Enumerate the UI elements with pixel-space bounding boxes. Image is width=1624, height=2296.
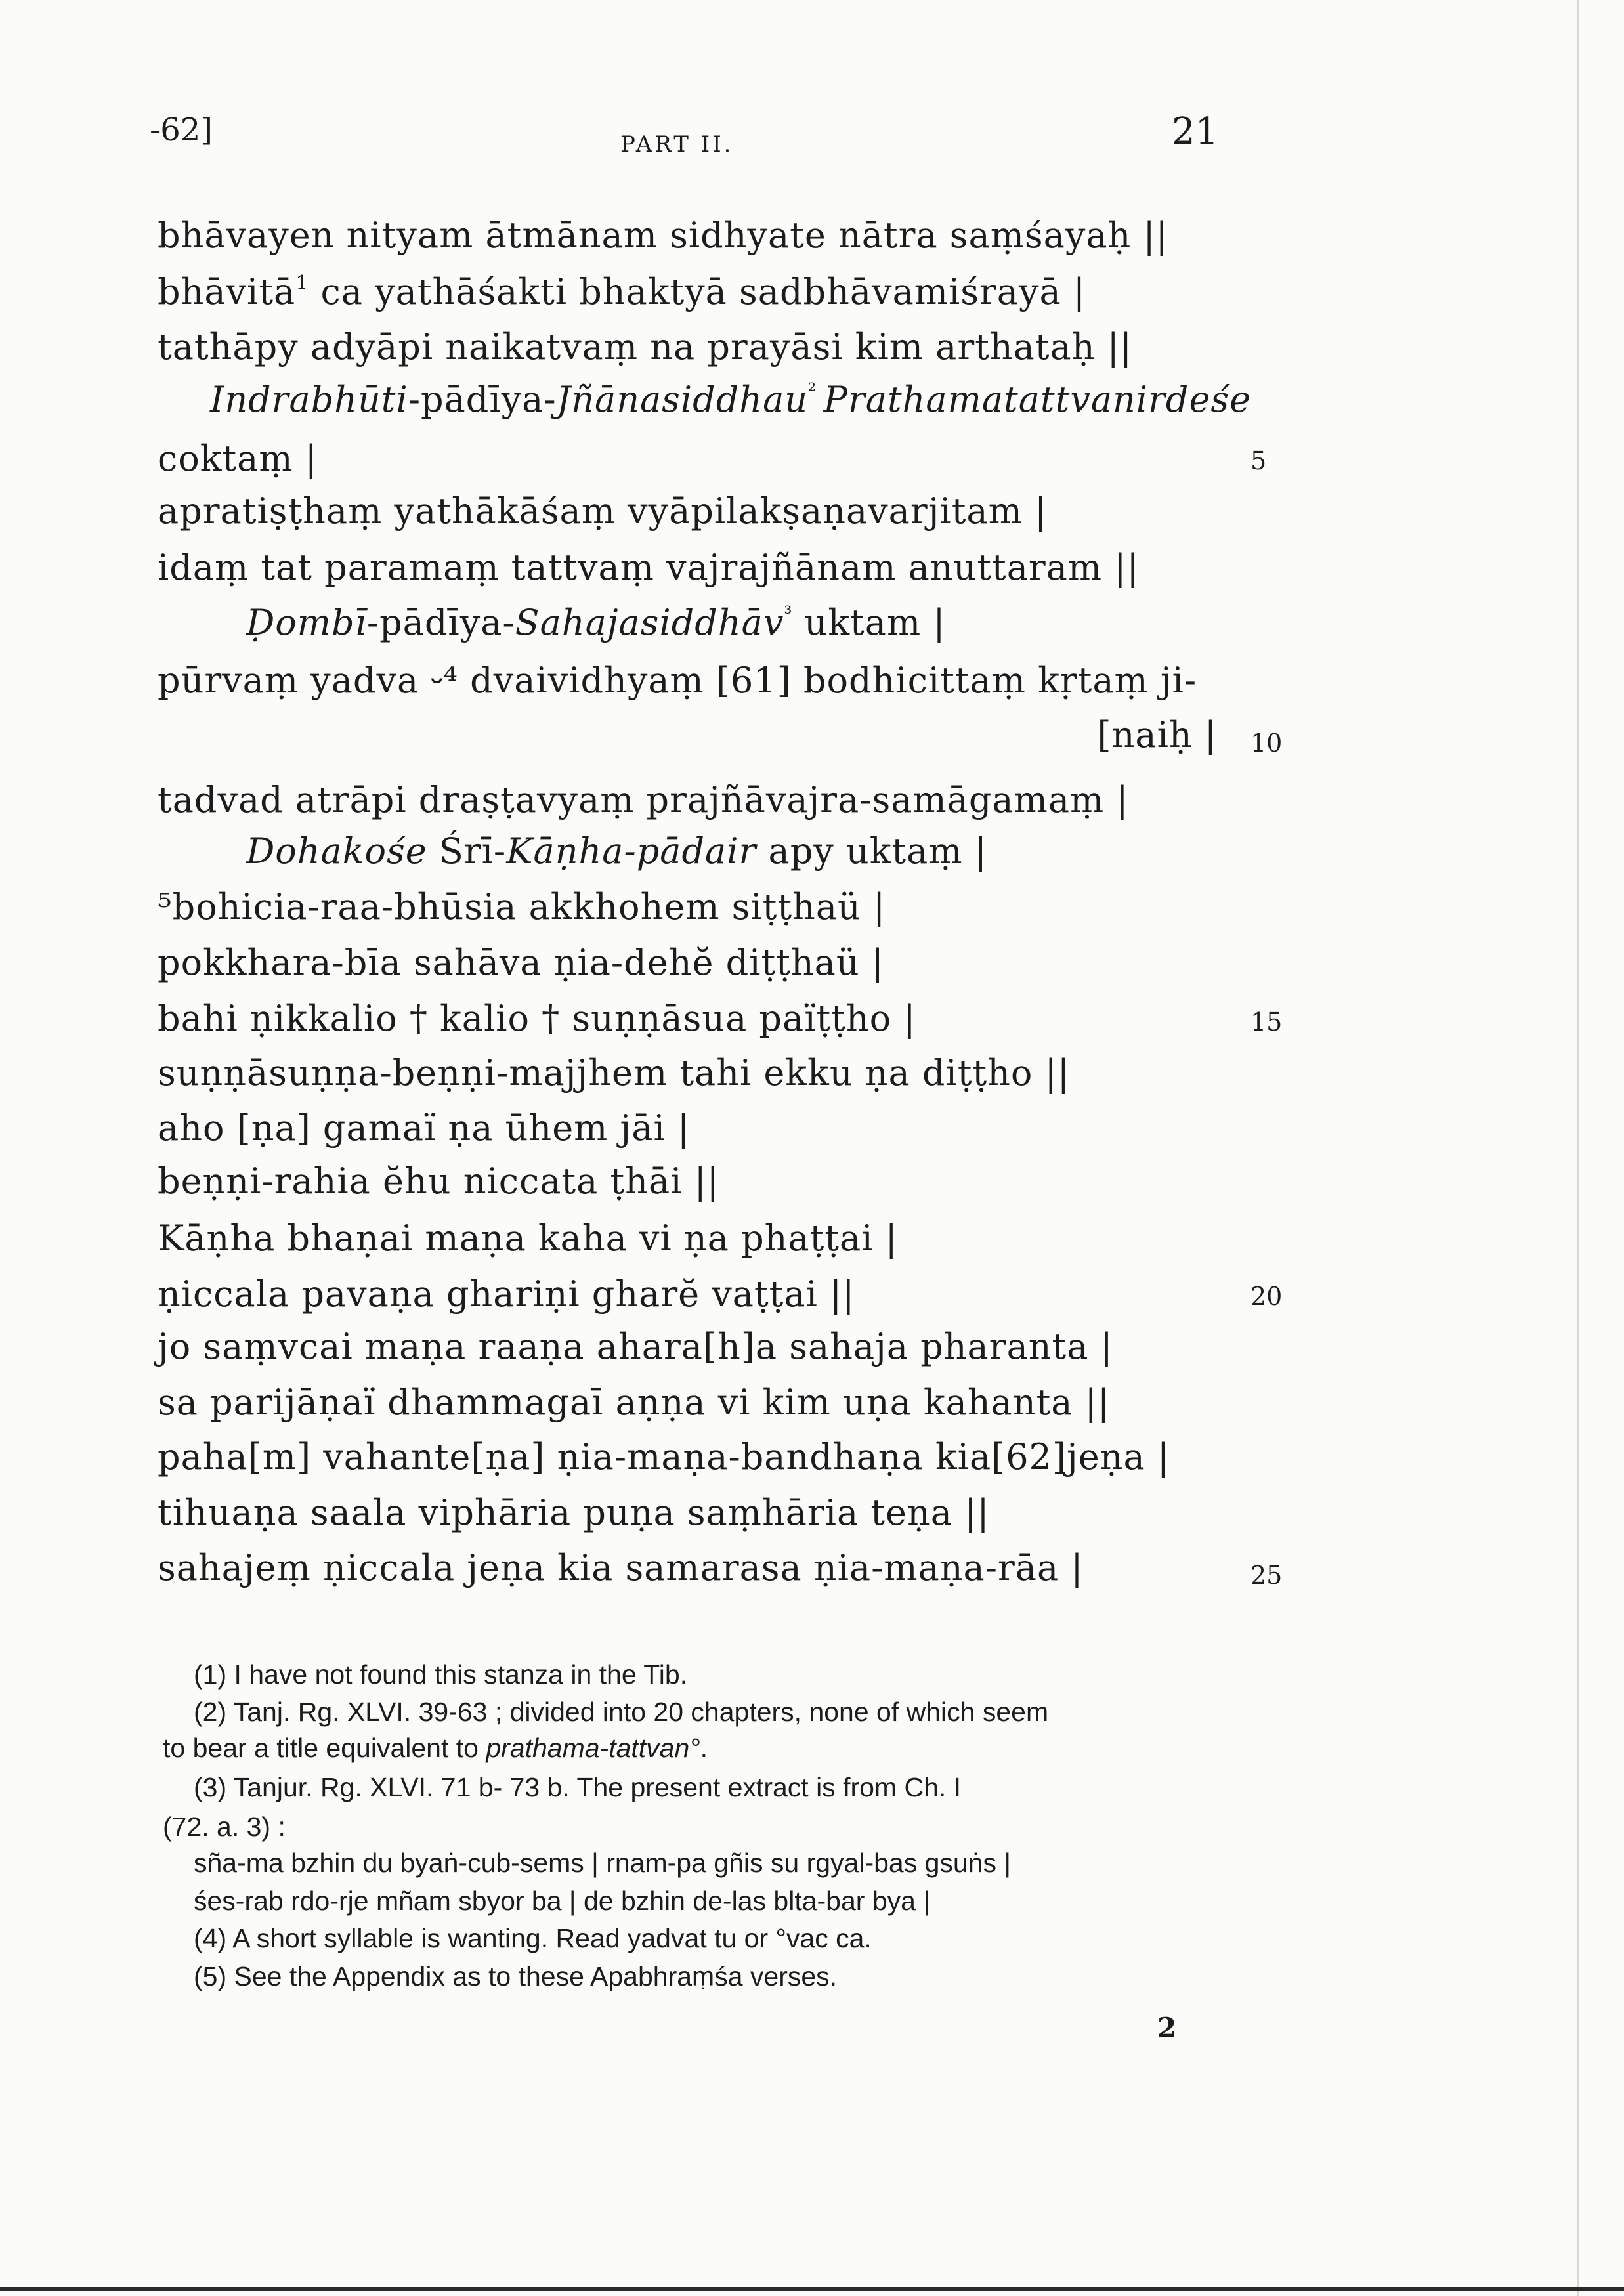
footnote-3-tibetan-2: śes-rab rdo-rje mñam sbyor ba | de bzhin de-las blta-bar bya |	[194, 1886, 930, 1916]
footnote-4: (4) A short syllable is wanting. Read yadvat tu or °vac ca.	[194, 1923, 872, 1953]
line-number-5: 5	[1250, 446, 1267, 475]
footnote-3-continued: (72. a. 3) :	[163, 1812, 286, 1842]
text-line-4: Indrabhūti-pādīya-Jñānasiddhau$^{^2}$ Prathamatattvanirdeśe	[210, 379, 1252, 420]
text-line-13: pokkhara-bīa sahāva ṇia-dehĕ diṭṭhaü |	[158, 942, 884, 983]
scan-edge-line	[1577, 0, 1579, 2296]
text-line-16: aho [ṇa] gamaï ṇa ūhem jāi |	[158, 1107, 691, 1149]
footnote-3: (3) Tanjur. Rg. XLVI. 71 b- 73 b. The present extract is from Ch. I	[194, 1772, 962, 1802]
signature-mark: 2	[1157, 2012, 1177, 2044]
text-line-23: tihuaṇa saala viphāria puṇa saṃhāria teṇa ||	[158, 1492, 990, 1533]
line-number-10: 10	[1250, 729, 1283, 757]
text-line-22: paha[m] vahante[ṇa] ṇia-maṇa-bandhaṇa kia[62]jeṇa |	[158, 1436, 1170, 1478]
text-line-6: apratiṣṭhaṃ yathākāśaṃ vyāpilakṣaṇavarjitam |	[158, 490, 1048, 532]
text-line-11: Dohakośe Śrī-Kāṇha-pādair apy uktaṃ |	[246, 830, 987, 872]
text-line-15: suṇṇāsuṇṇa-beṇṇi-majjhem tahi ekku ṇa diṭṭho ||	[158, 1052, 1070, 1094]
text-line-10: tadvad atrāpi draṣṭavyaṃ prajñāvajra-samāgamaṃ |	[158, 779, 1129, 820]
text-line-5: coktaṃ |	[158, 438, 318, 479]
text-line-8: Ḍombī-pādīya-Sahajasiddhāv$^{^3}$ uktam |	[246, 602, 946, 643]
text-line-12: ⁵bohicia-raa-bhūsia akkhohem siṭṭhaü |	[158, 886, 886, 927]
text-line-3: tathāpy adyāpi naikatvaṃ na prayāsi kim arthataḥ ||	[158, 326, 1133, 368]
header-left-marker: -62]	[150, 112, 213, 148]
text-line-18: Kāṇha bhaṇai maṇa kaha vi ṇa phaṭṭai |	[158, 1218, 898, 1259]
footnote-2: (2) Tanj. Rg. XLVI. 39-63 ; divided into 20 chapters, none of which seem	[194, 1697, 1049, 1727]
footnote-5: (5) See the Appendix as to these Apabhraṃśa verses.	[194, 1961, 838, 1991]
text-line-19: ṇiccala pavaṇa ghariṇi gharĕ vaṭṭai ||	[158, 1273, 855, 1315]
text-line-7: idaṃ tat paramaṃ tattvaṃ vajrajñānam anuttaram ||	[158, 547, 1140, 588]
text-line-9-continuation: [naiḥ |	[1097, 714, 1217, 755]
text-line-9: pūrvaṃ yadva ⏑⁴ dvaividhyaṃ [61] bodhicittaṃ kṛtaṃ ji-	[158, 660, 1197, 701]
page-number: 21	[1172, 110, 1219, 153]
header-part-title: PART II.	[620, 131, 734, 158]
text-line-20: jo saṃvcai maṇa raaṇa ahara[h]a sahaja pharanta |	[158, 1326, 1113, 1367]
text-line-24: sahajeṃ ṇiccala jeṇa kia samarasa ṇia-maṇa-rāa |	[158, 1547, 1084, 1588]
scan-bottom-edge	[0, 2287, 1624, 2291]
line-number-15: 15	[1250, 1008, 1283, 1036]
footnote-3-tibetan-1: sña-ma bzhin du byaṅ-cub-sems | rnam-pa gñis su rgyal-bas gsuṅs |	[194, 1848, 1012, 1878]
line-number-25: 25	[1250, 1561, 1283, 1590]
line-number-20: 20	[1250, 1282, 1283, 1311]
text-line-17: beṇṇi-rahia ĕhu niccata ṭhāi ||	[158, 1160, 719, 1202]
text-line-14: bahi ṇikkalio † kalio † suṇṇāsua païṭṭho |	[158, 998, 916, 1039]
footnote-1: (1) I have not found this stanza in the Tib.	[194, 1659, 688, 1690]
footnote-2-continued: to bear a title equivalent to prathama-tattvan°.	[163, 1733, 708, 1763]
text-line-21: sa parijāṇaï dhammagaī aṇṇa vi kim uṇa kahanta ||	[158, 1382, 1111, 1423]
text-line-1: bhāvayen nityam ātmānam sidhyate nātra saṃśayaḥ ||	[158, 215, 1168, 256]
text-line-2: bhāvitā$^1$ ca yathāśakti bhaktyā sadbhāvamiśrayā |	[158, 271, 1086, 312]
